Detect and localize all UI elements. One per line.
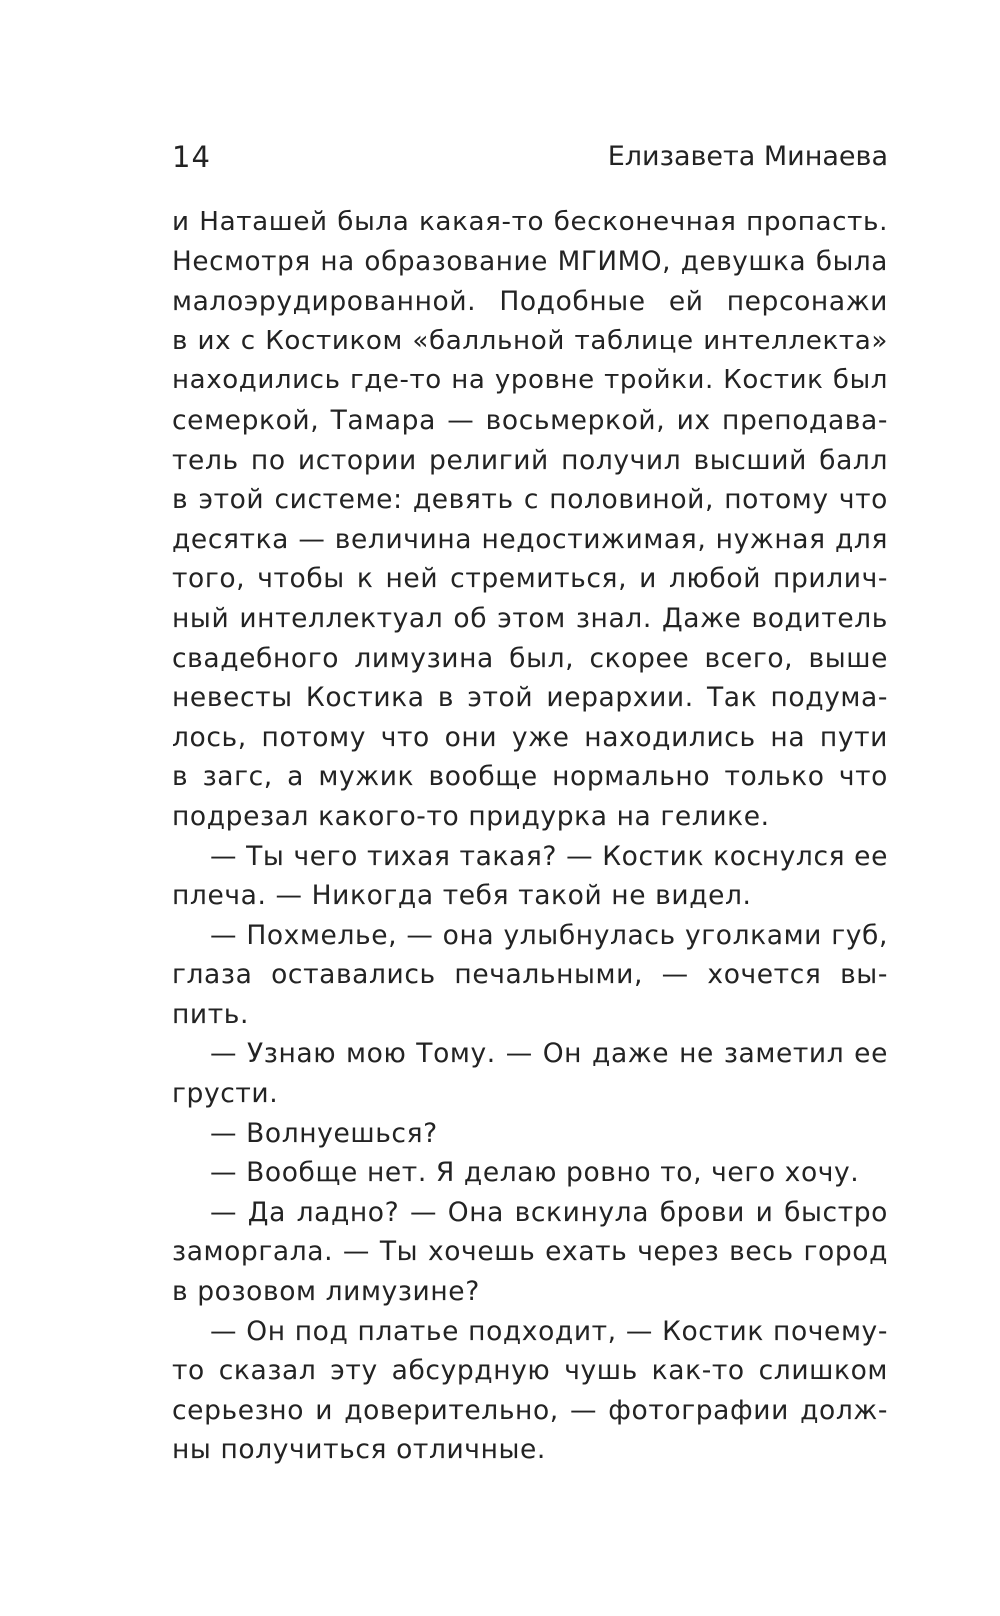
text-line: семеркой, Тамара — восьмеркой, их преподава-	[172, 404, 888, 436]
text-line: Несмотря на образование МГИМО, девушка была	[172, 246, 888, 277]
text-line: невесты Костика в этой иерархии. Так подума-	[172, 682, 888, 714]
page-header	[172, 136, 888, 178]
text-line: — Волнуешься?	[210, 1117, 438, 1149]
text-line: — Он под платье подходит, — Костик почему-	[210, 1315, 888, 1347]
page-number: 14	[172, 140, 211, 174]
body-text	[172, 203, 888, 1470]
text-line: того, чтобы к ней стремиться, и любой прилич-	[172, 563, 888, 595]
text-line: глаза оставались печальными, — хочется вы-	[172, 959, 888, 991]
text-line: в их с Костиком «балльной таблице интеллекта»	[172, 325, 888, 356]
text-line: — Ты чего тихая такая? — Костик коснулся ее	[210, 840, 888, 872]
text-line: и Наташей была какая-то бесконечная пропасть.	[172, 207, 888, 237]
text-line: — Да ладно? — Она вскинула брови и быстро	[210, 1196, 888, 1228]
text-line: заморгала. — Ты хочешь ехать через весь город	[172, 1236, 888, 1268]
text-line: — Вообще нет. Я делаю ровно то, чего хочу.	[210, 1157, 860, 1189]
text-line: — Узнаю мою Тому. — Он даже не заметил ее	[210, 1038, 888, 1070]
running-title: Елизавета Минаева	[607, 141, 888, 172]
text-line: в загс, а мужик вообще нормально только что	[172, 761, 888, 793]
text-line: десятка — величина недостижимая, нужная для	[172, 523, 888, 555]
text-line: — Похмелье, — она улыбнулась уголками губ,	[210, 919, 888, 951]
text-line: лось, потому что они уже находились на пути	[172, 721, 888, 753]
text-line: тель по истории религий получил высший балл	[172, 444, 888, 476]
text-line: ны получиться отличные.	[172, 1434, 546, 1466]
text-line: ный интеллектуал об этом знал. Даже водитель	[172, 602, 888, 634]
text-line: подрезал какого-то придурка на гелике.	[172, 800, 770, 832]
text-line: пить.	[172, 998, 250, 1030]
text-line: то сказал эту абсурдную чушь как-то слишком	[172, 1355, 888, 1387]
text-line: находились где-то на уровне тройки. Костик был	[172, 365, 888, 396]
text-line: грусти.	[172, 1078, 279, 1110]
text-line: в розовом лимузине?	[172, 1276, 480, 1308]
text-line: свадебного лимузина был, скорее всего, выше	[172, 642, 888, 674]
text-line: малоэрудированной. Подобные ей персонажи	[172, 286, 888, 318]
text-line: плеча. — Никогда тебя такой не видел.	[172, 880, 752, 912]
text-line: серьезно и доверительно, — фотографии долж-	[172, 1394, 888, 1426]
text-line: в этой системе: девять с половиной, потому что	[172, 484, 888, 516]
